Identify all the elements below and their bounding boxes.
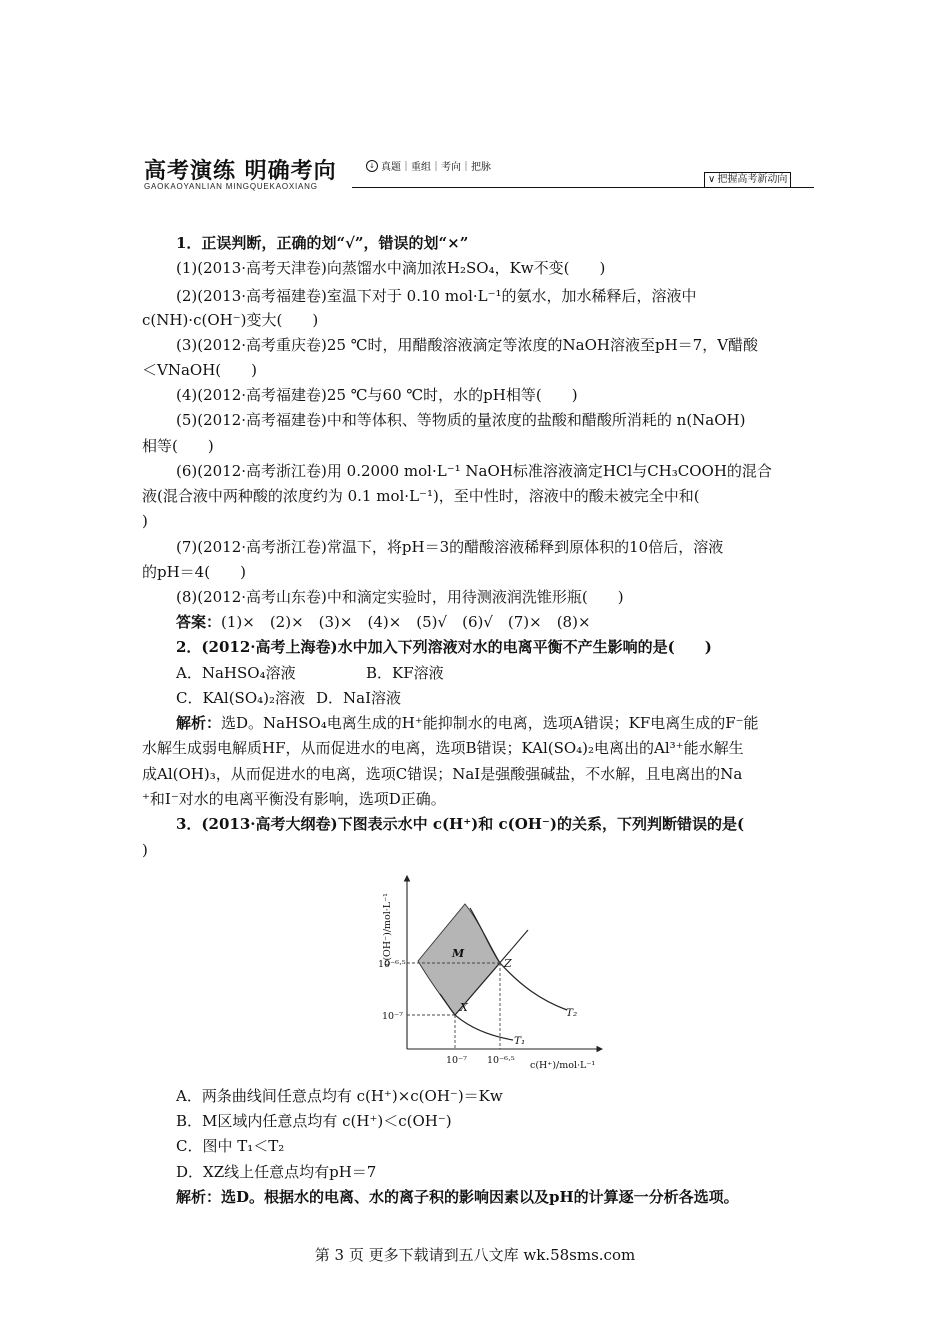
x-label: X [460, 1001, 468, 1014]
q2-option-b: B．KF溶液 [366, 664, 444, 682]
x-tick-low: 10⁻⁷ [446, 1055, 467, 1066]
q3-analysis-label: 解析： [176, 1188, 222, 1206]
q1-stem: 1．正误判断，正确的划“√”，错误的划“×” [176, 234, 469, 252]
z-label: Z [504, 957, 512, 970]
q1-item-6-line2: 液(混合液中两种酸的浓度约为 0.1 mol·L⁻¹)，至中性时，溶液中的酸未被完全中和( [142, 487, 700, 505]
kw-chart [370, 868, 610, 1078]
m-label: M [452, 947, 465, 960]
header-box-text: 把握高考新动向 [717, 174, 788, 185]
q2-option-d: D．NaI溶液 [316, 689, 402, 707]
q3-option-b: B．M区域内任意点均有 c(H⁺)＜c(OH⁻) [176, 1112, 452, 1130]
q3-option-d: D．XZ线上任意点均有pH＝7 [176, 1163, 377, 1181]
q1-answer [176, 612, 591, 632]
q2-analysis-line2: 水解生成弱电解质HF，从而促进水的电离，选项B错误；KAl(SO₄)₂电离出的Al³⁺能水解生 [142, 739, 744, 757]
y-axis-label: c(OH⁻)/mol·L⁻¹ [382, 893, 393, 966]
header-box [704, 172, 791, 188]
chevron-down-icon: ∨ [708, 174, 716, 185]
section-tags-text: 真题｜重组｜考向｜把脉 [381, 162, 491, 173]
q1-item-3-line2: ＜VNaOH( ) [142, 361, 257, 379]
q3-analysis [176, 1187, 739, 1207]
t1-label: T₁ [514, 1035, 526, 1047]
q2-analysis-label: 解析： [176, 714, 222, 732]
q1-item-7-line1: (7)(2012·高考浙江卷)常温下，将pH＝3的醋酸溶液稀释到原体积的10倍后，溶液 [176, 538, 724, 556]
t2-label: T₂ [566, 1007, 578, 1019]
q1-item-5-line1: (5)(2012·高考福建卷)中和等体积、等物质的量浓度的盐酸和醋酸所消耗的 n(NaOH) [176, 411, 746, 429]
section-header [144, 154, 814, 194]
x-axis-label: c(H⁺)/mol·L⁻¹ [530, 1060, 596, 1071]
q2-analysis-line3: 成Al(OH)₃，从而促进水的电离，选项C错误；NaI是强酸强碱盐，不水解，且电离出的Na [142, 765, 743, 783]
q1-item-7-line2: 的pH＝4( ) [142, 563, 246, 581]
q1-answer-text: (1)× (2)× (3)× (4)× (5)√ (6)√ (7)× (8)× [221, 613, 591, 631]
q3-option-a: A．两条曲线间任意点均有 c(H⁺)×c(OH⁻)＝Kw [176, 1087, 503, 1105]
q2-option-c: C．KAl(SO₄)₂溶液 [176, 689, 306, 707]
y-tick-high: 10⁻⁶·⁵ [378, 959, 406, 970]
q3-stem-line1: 3．(2013·高考大纲卷)下图表示水中 c(H⁺)和 c(OH⁻)的关系，下列判断错误的是( [176, 815, 745, 833]
q3-analysis-text: 选D。根据水的电离、水的离子积的影响因素以及pH的计算逐一分析各选项。 [221, 1188, 739, 1206]
section-tags [366, 158, 491, 173]
download-circle-icon: ↓ [366, 160, 378, 172]
q2-stem: 2．(2012·高考上海卷)水中加入下列溶液对水的电离平衡不产生影响的是( ) [176, 638, 712, 656]
q3-option-c: C．图中 T₁＜T₂ [176, 1137, 285, 1155]
q1-item-3-line1: (3)(2012·高考重庆卷)25 ℃时，用醋酸溶液滴定等浓度的NaOH溶液至pH＝7，V醋酸 [176, 336, 759, 354]
q3-stem-line2: ) [142, 841, 148, 859]
q2-option-a: A．NaHSO₄溶液 [176, 664, 296, 682]
q1-item-2-line1: (2)(2013·高考福建卷)室温下对于 0.10 mol·L⁻¹的氨水，加水稀释后，溶液中 [176, 287, 697, 305]
page-footer: 第 3 页 更多下载请到五八文库 wk.58sms.com [314, 1246, 636, 1264]
y-tick-low: 10⁻⁷ [382, 1011, 403, 1022]
q1-item-1: (1)(2013·高考天津卷)向蒸馏水中滴加浓H₂SO₄，Kw不变( ) [176, 259, 606, 277]
q1-answer-label: 答案： [176, 613, 222, 631]
q1-item-8: (8)(2012·高考山东卷)中和滴定实验时，用待测液润洗锥形瓶( ) [176, 588, 624, 606]
q1-item-6-line3: ) [142, 512, 148, 530]
q2-analysis-text: 选D。NaHSO₄电离生成的H⁺能抑制水的电离，选项A错误；KF电离生成的F⁻能 [221, 714, 759, 732]
section-title: 高考演练 明确考向 [144, 159, 337, 184]
q1-item-2-line2: c(NH)·c(OH⁻)变大( ) [142, 311, 319, 329]
q1-item-5-line2: 相等( ) [142, 437, 214, 455]
q2-analysis-line1 [176, 713, 759, 733]
q2-analysis-line4: ⁺和I⁻对水的电离平衡没有影响，选项D正确。 [142, 790, 446, 808]
q1-item-4: (4)(2012·高考福建卷)25 ℃与60 ℃时，水的pH相等( ) [176, 386, 578, 404]
section-pinyin: GAOKAOYANLIAN MINGQUEKAOXIANG [144, 182, 318, 191]
q1-item-6-line1: (6)(2012·高考浙江卷)用 0.2000 mol·L⁻¹ NaOH标准溶液滴定HCl与CH₃COOH的混合 [176, 462, 772, 480]
x-tick-high: 10⁻⁶·⁵ [487, 1055, 515, 1066]
